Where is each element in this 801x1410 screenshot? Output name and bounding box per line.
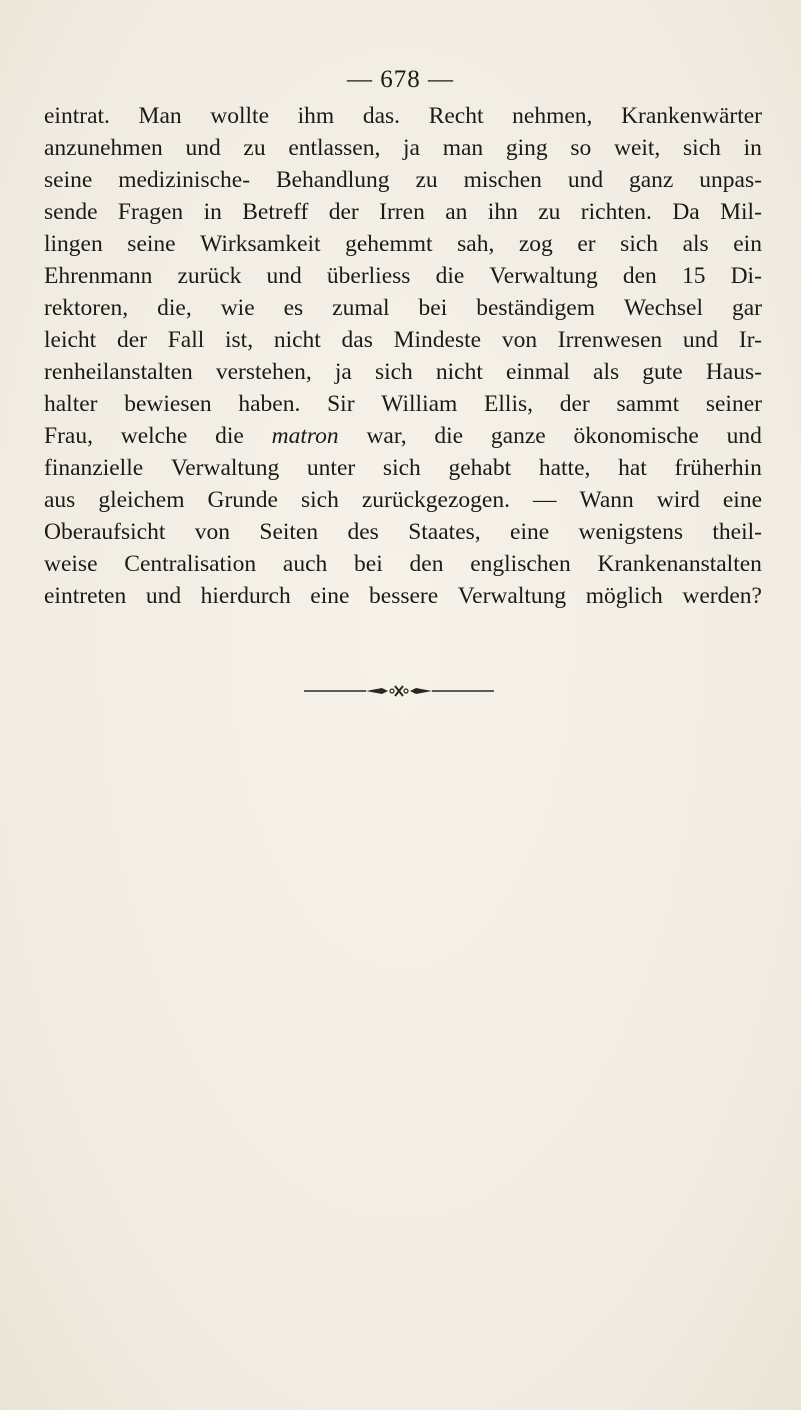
text-line: [44, 388, 762, 420]
word: Grunde: [207, 487, 278, 513]
word: als: [593, 359, 620, 385]
word: Staates,: [408, 519, 481, 545]
word: war,: [366, 423, 407, 449]
text-line: [44, 580, 762, 612]
word: matron: [271, 423, 339, 449]
text-line: [44, 484, 762, 516]
word: die: [435, 263, 465, 289]
word: den: [409, 551, 444, 577]
word: Irren: [379, 199, 425, 225]
text-line: [44, 516, 762, 548]
word: anzunehmen: [44, 135, 163, 161]
word: zurückgezogen.: [361, 487, 510, 513]
word: sich: [374, 359, 413, 385]
word: der: [116, 327, 147, 353]
word: bei: [418, 295, 448, 321]
word: das: [341, 327, 373, 353]
word: zu: [415, 167, 438, 193]
word: seine: [127, 231, 176, 257]
word: ganz: [628, 167, 674, 193]
word: Wechsel: [623, 295, 703, 321]
word: weit,: [613, 135, 661, 161]
word: zog: [518, 231, 553, 257]
word: hierdurch: [200, 583, 291, 609]
word: Seiten: [259, 519, 319, 545]
word: er: [577, 231, 596, 257]
text-line: [44, 356, 762, 388]
word: englischen: [470, 551, 571, 577]
word: und: [567, 167, 604, 193]
word: eine: [510, 519, 550, 545]
word: Fall: [167, 327, 205, 353]
word: sende: [44, 199, 98, 225]
word: sich: [620, 231, 659, 257]
word: ist,: [224, 327, 254, 353]
word: eintrat.: [44, 103, 110, 129]
word: des: [347, 519, 379, 545]
word: gleichem: [98, 487, 185, 513]
word: Di-: [730, 263, 762, 289]
word: möglich: [585, 583, 663, 609]
word: wird: [656, 487, 700, 513]
word: Krankenanstalten: [597, 551, 762, 577]
word: eine: [310, 583, 350, 609]
word: gar: [731, 295, 762, 321]
word: wollte: [210, 103, 270, 129]
page-number: — 678 —: [347, 66, 454, 93]
word: zurück: [177, 263, 242, 289]
word: 15: [681, 263, 706, 289]
word: sich: [301, 487, 339, 513]
word: Wann: [579, 487, 634, 513]
ornamental-divider-icon: [304, 684, 494, 698]
word: richten.: [580, 199, 652, 225]
word: Mindeste: [393, 327, 482, 353]
word: an: [445, 199, 468, 225]
word: und: [185, 135, 221, 161]
word: sammt: [616, 391, 680, 417]
text-line: [44, 164, 762, 196]
word: leicht: [44, 327, 97, 353]
word: sah,: [457, 231, 495, 257]
word: ökonomische: [573, 423, 699, 449]
word: von: [501, 327, 538, 353]
word: nicht: [273, 327, 321, 353]
word: Sir: [327, 391, 355, 417]
word: das.: [362, 103, 401, 129]
word: bewiesen: [124, 391, 212, 417]
word: Oberaufsicht: [44, 519, 166, 545]
word: sich: [382, 455, 421, 481]
word: Ir-: [738, 327, 762, 353]
word: welche: [120, 423, 188, 449]
word: gehemmt: [345, 231, 433, 257]
text-line: [44, 228, 762, 260]
word: in: [743, 135, 762, 161]
word: Wirksamkeit: [200, 231, 321, 257]
word: früherhin: [674, 455, 762, 481]
word: es: [283, 295, 304, 321]
word: bessere: [369, 583, 439, 609]
word: wenigstens: [578, 519, 683, 545]
word: überliess: [326, 263, 411, 289]
word: eine: [722, 487, 762, 513]
word: werden?: [682, 583, 762, 609]
word: Frau,: [44, 423, 93, 449]
word: Centralisation: [124, 551, 257, 577]
word: die: [215, 423, 244, 449]
word: ging: [505, 135, 548, 161]
word: gute: [642, 359, 683, 385]
word: zu: [538, 199, 561, 225]
text-line: [44, 420, 762, 452]
word: unpas-: [699, 167, 762, 193]
word: Recht: [428, 103, 484, 129]
word: auch: [282, 551, 328, 577]
word: Irrenwesen: [557, 327, 663, 353]
word: Ellis,: [484, 391, 534, 417]
word: verstehen,: [215, 359, 312, 385]
word: hatte,: [538, 455, 591, 481]
word: ein: [733, 231, 762, 257]
word: bei: [354, 551, 383, 577]
word: von: [194, 519, 230, 545]
word: seiner: [705, 391, 762, 417]
word: die: [434, 423, 464, 449]
word: mischen: [463, 167, 542, 193]
word: gehabt: [448, 455, 512, 481]
word: als: [682, 231, 709, 257]
word: Krankenwärter: [621, 103, 762, 129]
word: Verwaltung: [170, 455, 280, 481]
word: weise: [44, 551, 98, 577]
word: Verwaltung: [457, 583, 567, 609]
word: ja: [334, 359, 352, 385]
word: seine: [44, 167, 93, 193]
word: Da: [672, 199, 700, 225]
word: die,: [157, 295, 192, 321]
word: und: [266, 263, 302, 289]
text-line: [44, 100, 762, 132]
word: William: [381, 391, 458, 417]
word: und: [682, 327, 719, 353]
word: hat: [618, 455, 647, 481]
word: halter: [44, 391, 98, 417]
word: ganze: [490, 423, 546, 449]
word: haben.: [238, 391, 301, 417]
word: und: [145, 583, 182, 609]
word: ihn: [487, 199, 518, 225]
word: den: [622, 263, 657, 289]
word: und: [726, 423, 762, 449]
word: Betreff: [242, 199, 309, 225]
word: nehmen,: [512, 103, 593, 129]
word: zumal: [332, 295, 390, 321]
word: rektoren,: [44, 295, 129, 321]
text-line: [44, 452, 762, 484]
word: in: [203, 199, 222, 225]
word: finanzielle: [44, 455, 144, 481]
word: der: [559, 391, 590, 417]
word: renheilanstalten: [44, 359, 193, 385]
word: einmal: [506, 359, 570, 385]
word: Behandlung: [275, 167, 390, 193]
word: Verwaltung: [489, 263, 598, 289]
text-line: [44, 548, 762, 580]
word: medizinische-: [118, 167, 251, 193]
body-text: [44, 100, 762, 612]
word: zu: [243, 135, 266, 161]
text-line: [44, 324, 762, 356]
word: Haus-: [705, 359, 762, 385]
word: sich: [683, 135, 721, 161]
word: aus: [44, 487, 76, 513]
word: Man: [138, 103, 182, 129]
word: so: [570, 135, 592, 161]
word: unter: [306, 455, 356, 481]
word: Ehrenmann: [44, 263, 153, 289]
word: theil-: [712, 519, 762, 545]
word: ihm: [297, 103, 335, 129]
word: Fragen: [117, 199, 184, 225]
text-line: [44, 292, 762, 324]
word: Mil-: [720, 199, 762, 225]
word: wie: [220, 295, 255, 321]
word: entlassen,: [288, 135, 381, 161]
text-line: [44, 260, 762, 292]
word: ja: [403, 135, 420, 161]
text-line: [44, 196, 762, 228]
word: man: [442, 135, 484, 161]
text-line: [44, 132, 762, 164]
word: —: [533, 487, 557, 513]
word: nicht: [435, 359, 483, 385]
word: lingen: [44, 231, 103, 257]
word: beständigem: [476, 295, 596, 321]
word: der: [328, 199, 359, 225]
word: eintreten: [44, 583, 127, 609]
